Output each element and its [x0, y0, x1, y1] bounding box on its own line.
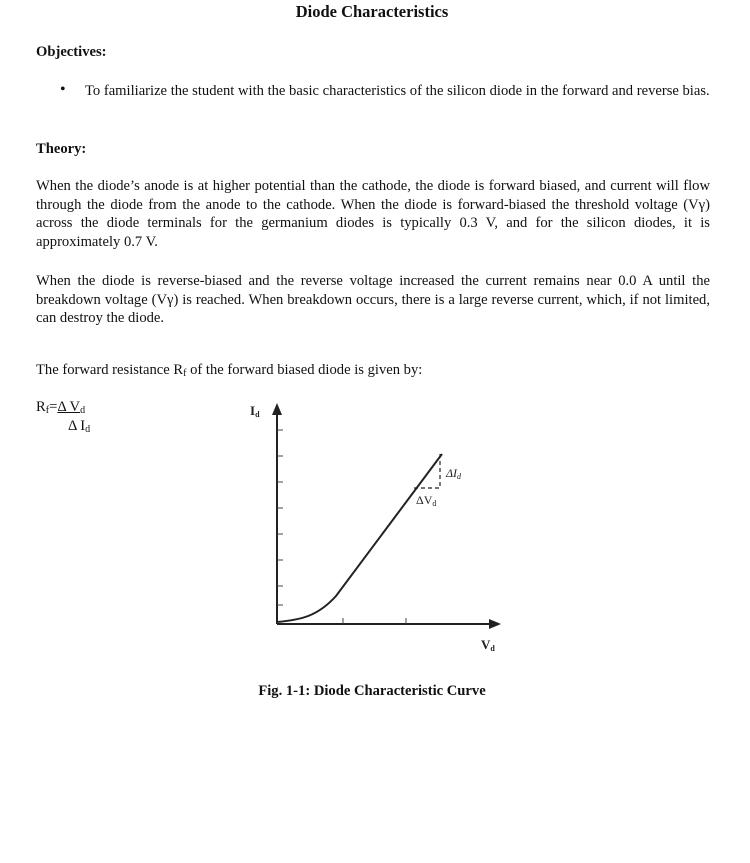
x-axis-arrow-icon [489, 619, 501, 629]
resistance-formula [36, 398, 91, 435]
objective-item: To familiarize the student with the basic characteristics of the silicon diode in the forward and reverse bias. [85, 83, 710, 99]
delta-v-label: ΔVd [416, 493, 437, 508]
x-axis-label: Vd [481, 637, 495, 653]
theory-heading: Theory: [36, 141, 87, 157]
diode-characteristic-figure [246, 390, 516, 665]
forward-resistance-intro [36, 361, 710, 380]
formula-numerator: Δ $V_d$ [57, 399, 86, 416]
formula-lhs: R [36, 399, 46, 415]
intro-text-end: of the forward biased diode is given by: [186, 362, 423, 378]
intro-subscript: f [183, 368, 187, 379]
figure-caption: Fig. 1-1: Diode Characteristic Curve [258, 683, 486, 699]
y-axis-arrow-icon [272, 403, 282, 415]
formula-equals: = [49, 399, 58, 415]
theory-paragraph-2: When the diode is reverse-biased and the reverse voltage increased the current remains near 0.0 A until the breakdown voltage (Vγ) is reached. When breakdown occurs, there is a large reverse current, which, if not limited, can destroy the diode. [36, 273, 710, 327]
y-axis-label: Id [250, 403, 260, 419]
bullet-icon: • [60, 81, 66, 98]
page-title: Diode Characteristics [295, 2, 449, 21]
objectives-heading: Objectives: [36, 44, 107, 60]
delta-i-label: ΔId [446, 466, 462, 481]
theory-paragraph-1: When the diode’s anode is at higher potential than the cathode, the diode is forward biased, and current will flow through the diode from the anode to the cathode. When the diode is forward-biased the threshold voltage (Vγ) across the diode terminals for the germanium diodes is typically 0.3 V, and for the silicon diodes, it is approximately 0.7 V. [36, 178, 710, 250]
intro-text-start: The forward resistance R [36, 362, 184, 378]
characteristic-curve [277, 454, 442, 622]
formula-lhs-sub: f [45, 405, 50, 416]
formula-denominator: Δ $I_d$ [68, 418, 91, 435]
